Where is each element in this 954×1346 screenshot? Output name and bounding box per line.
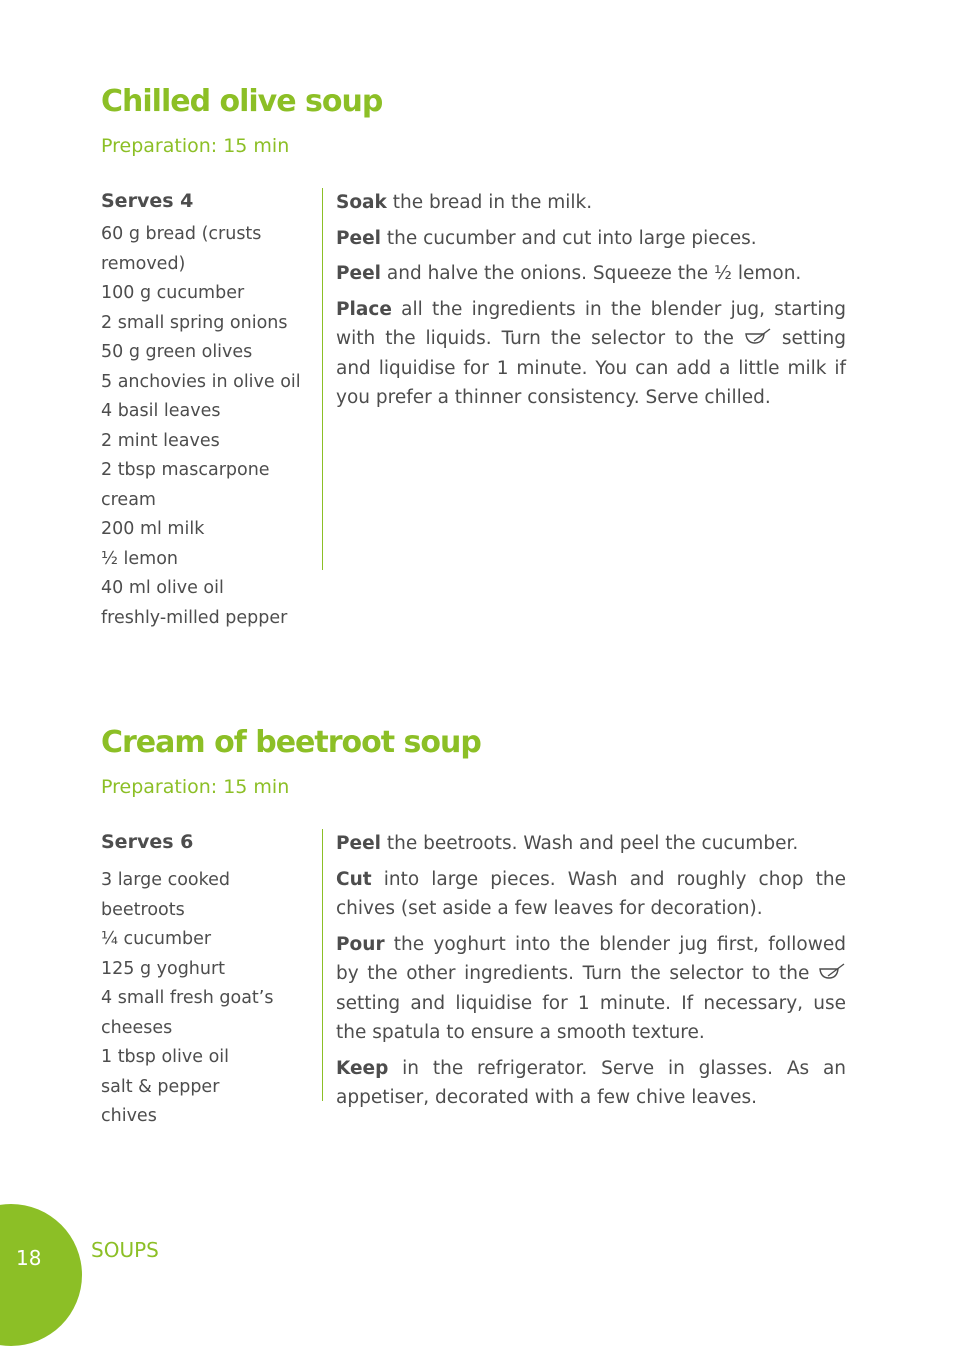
ingredient-item: 100 g cucumber	[101, 283, 245, 303]
blender-setting-icon	[744, 328, 772, 346]
ingredient-list	[101, 866, 315, 1132]
recipe-body	[101, 829, 861, 1126]
ingredient-item: ½ lemon	[101, 548, 178, 569]
recipe-chilled-olive-soup	[101, 84, 861, 628]
method-step	[336, 930, 846, 1048]
step-text-after: setting and liquidise for 1 minute. If necessary, use the spatula to ensure a smooth texture.	[336, 992, 846, 1043]
ingredient-item: 125 g yoghurt	[101, 958, 226, 979]
ingredient-item: freshly-milled pepper	[101, 607, 288, 628]
step-verb: Place	[336, 298, 392, 320]
ingredient-item: cheeses	[101, 1017, 173, 1038]
step-text: the bread in the milk.	[386, 192, 593, 213]
ingredient-item: 50 g green olives	[101, 342, 253, 362]
recipe-title: Chilled olive soup	[101, 84, 383, 119]
step-text: in the refrigerator. Serve in glasses. As an appetiser, decorated with a few chive leaves.	[336, 1057, 846, 1108]
ingredient-item: 2 small spring onions	[101, 312, 288, 333]
ingredient-item: removed)	[101, 253, 186, 274]
ingredient-item: 40 ml olive oil	[101, 578, 224, 598]
step-text-after: setting and liquidise for 1 minute. You can add a little milk if you prefer a thinner consistency. Serve chilled.	[336, 328, 846, 408]
method-column	[336, 829, 846, 1119]
method-column	[336, 188, 846, 419]
ingredient-item: 4 small fresh goat’s	[101, 988, 274, 1008]
ingredient-item: 2 mint leaves	[101, 430, 220, 451]
ingredient-item: salt & pepper	[101, 1076, 220, 1097]
step-text: and halve the onions. Squeeze the ½ lemon.	[381, 263, 802, 284]
page-number-tab	[0, 1204, 82, 1346]
ingredient-item: 200 ml milk	[101, 519, 205, 539]
page-number: 18	[16, 1246, 42, 1270]
preparation-time: Preparation: 15 min	[101, 135, 290, 157]
serves-label: Serves 4	[101, 190, 194, 212]
step-text: the beetroots. Wash and peel the cucumber.	[381, 833, 799, 854]
ingredient-item: 2 tbsp mascarpone cream	[101, 460, 270, 510]
ingredient-item: 4 basil leaves	[101, 401, 221, 421]
step-verb: Cut	[336, 868, 372, 890]
step-text: all the ingredients in the blender jug, starting with the liquids. Turn the selector to the	[336, 298, 846, 349]
step-text: the yoghurt into the blender jug first, followed by the other ingredients. Turn the selector to the	[336, 933, 846, 984]
step-text: the cucumber and cut into large pieces.	[381, 227, 757, 249]
method-step	[336, 865, 846, 924]
ingredient-item: 1 tbsp olive oil	[101, 1047, 230, 1067]
ingredient-item: 5 anchovies in olive oil	[101, 371, 301, 392]
blender-setting-icon	[818, 963, 846, 981]
method-step	[336, 295, 846, 413]
recipe-title: Cream of beetroot soup	[101, 725, 481, 760]
preparation-time: Preparation: 15 min	[101, 776, 290, 798]
ingredients-column	[101, 829, 315, 1132]
method-step	[336, 259, 846, 289]
step-verb: Peel	[336, 263, 381, 284]
ingredient-item: 3 large cooked beetroots	[101, 870, 231, 920]
ingredient-item: ¼ cucumber	[101, 929, 212, 949]
method-step	[336, 829, 846, 859]
step-text: into large pieces. Wash and roughly chop the chives (set aside a few leaves for decoration).	[336, 868, 846, 919]
column-divider	[322, 829, 323, 1101]
method-step	[336, 188, 846, 218]
section-label: SOUPS	[91, 1238, 159, 1262]
step-verb: Pour	[336, 933, 385, 955]
method-step	[336, 1054, 846, 1113]
ingredient-item: chives	[101, 1106, 157, 1126]
ingredient-item: 60 g bread (crusts	[101, 224, 262, 244]
step-verb: Soak	[336, 192, 387, 213]
method-step	[336, 224, 846, 254]
recipe-body	[101, 188, 861, 628]
column-divider	[322, 188, 323, 570]
recipe-cream-of-beetroot-soup	[101, 725, 861, 1126]
ingredients-column	[101, 188, 315, 633]
step-verb: Peel	[336, 833, 381, 854]
step-verb: Keep	[336, 1057, 389, 1079]
ingredient-list	[101, 220, 315, 633]
serves-label: Serves 6	[101, 831, 194, 853]
step-verb: Peel	[336, 227, 381, 249]
